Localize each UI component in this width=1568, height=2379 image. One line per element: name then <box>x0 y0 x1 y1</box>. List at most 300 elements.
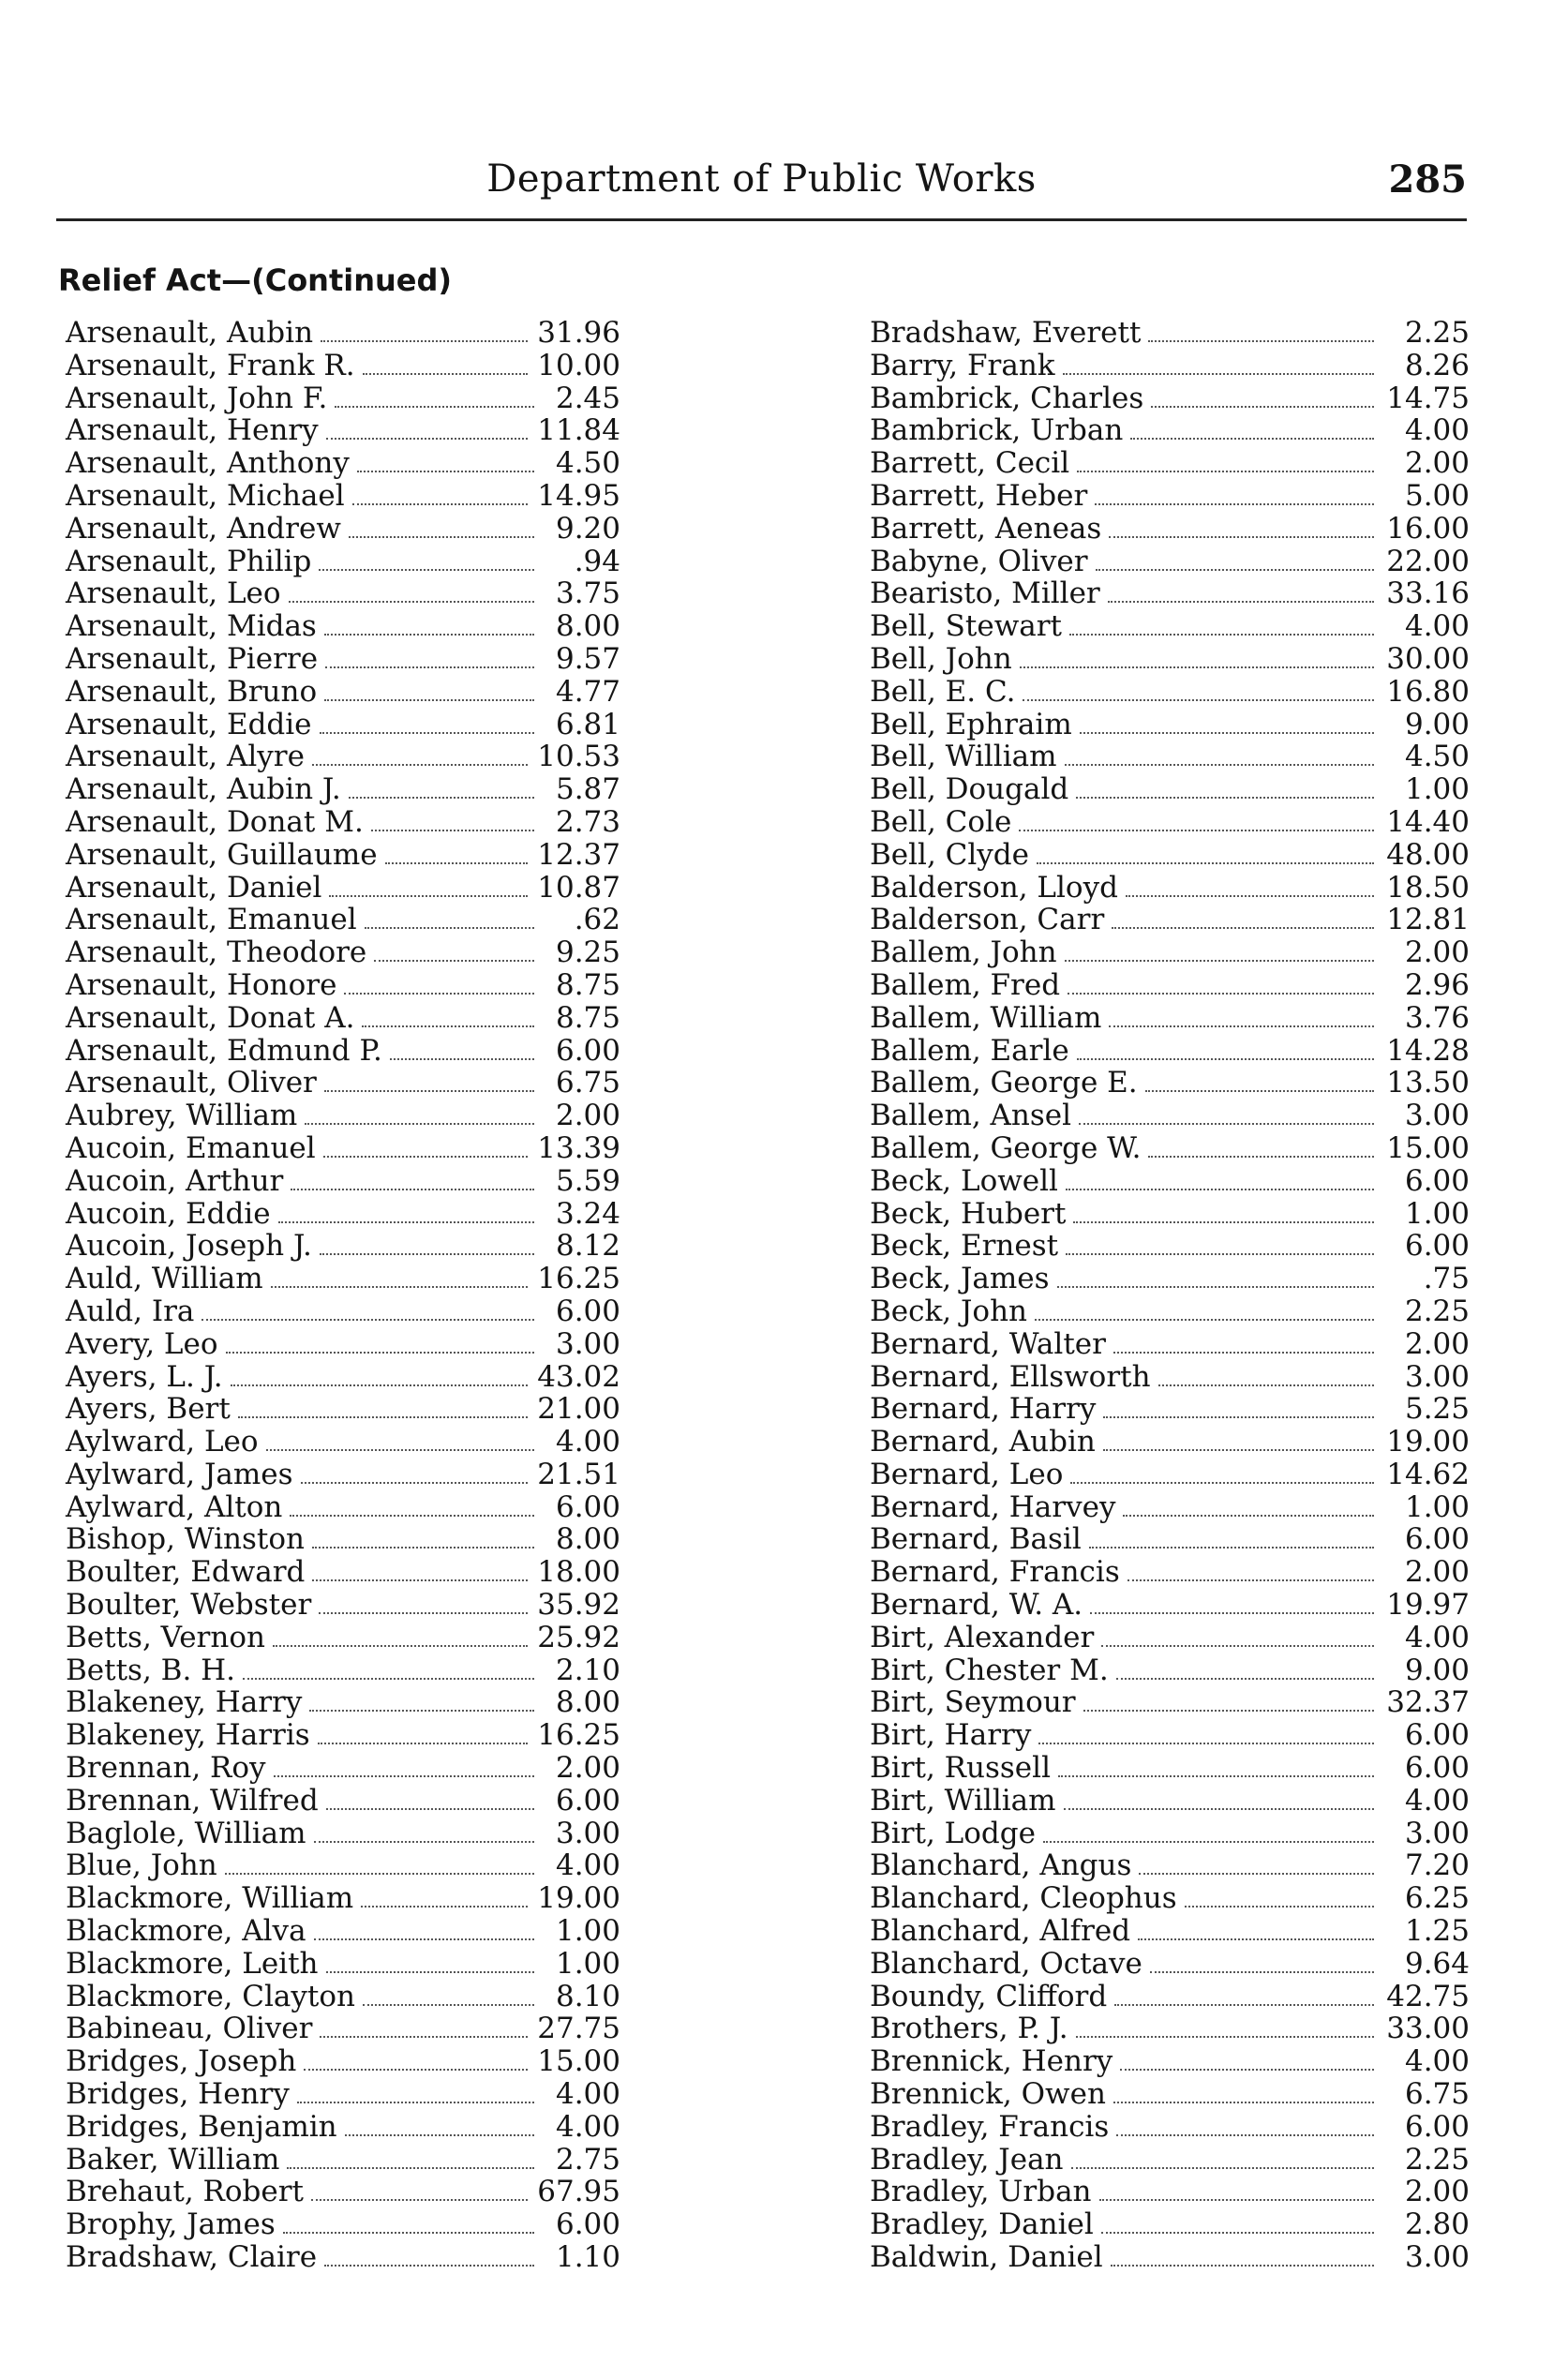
entry-name: Barrett, Aeneas <box>870 511 1102 546</box>
ledger-entry <box>66 480 620 513</box>
dot-leader <box>271 1286 529 1288</box>
entry-name: Arsenault, Aubin J. <box>66 772 341 807</box>
entry-amount: 8.00 <box>555 1685 620 1720</box>
dot-leader <box>287 2167 534 2169</box>
entry-name: Blue, John <box>66 1848 217 1883</box>
entry-amount: 6.00 <box>555 1783 620 1818</box>
ledger-entry <box>66 350 620 382</box>
ledger-entry <box>870 1556 1470 1589</box>
ledger-entry <box>66 1915 620 1948</box>
ledger-entry <box>66 382 620 415</box>
entry-name: Aylward, James <box>66 1457 293 1491</box>
entry-amount: 6.00 <box>1404 2109 1470 2144</box>
ledger-entry <box>870 1491 1470 1524</box>
ledger-entry <box>66 1100 620 1132</box>
ledger-entry <box>870 350 1470 382</box>
ledger-entry <box>870 1230 1470 1263</box>
ledger-entry <box>870 1622 1470 1654</box>
ledger-entry <box>66 1981 620 2013</box>
dot-leader <box>297 2102 534 2103</box>
entry-amount: 8.26 <box>1404 348 1470 382</box>
ledger-entry <box>66 1818 620 1850</box>
ledger-entry <box>870 1785 1470 1818</box>
ledger-entry <box>870 1915 1470 1948</box>
entry-amount: 4.00 <box>1404 1783 1470 1818</box>
dot-leader <box>363 2004 534 2006</box>
ledger-entry <box>870 676 1470 709</box>
entry-amount: 25.92 <box>537 1620 620 1654</box>
ledger-entry <box>66 904 620 936</box>
entry-amount: 16.80 <box>1386 674 1470 709</box>
ledger-entry <box>66 1785 620 1818</box>
entry-name: Beck, Hubert <box>870 1196 1067 1231</box>
entry-name: Arsenault, Bruno <box>66 674 318 709</box>
ledger-entry <box>66 1328 620 1361</box>
ledger-entry <box>66 806 620 839</box>
entry-amount: 3.00 <box>1404 1359 1470 1394</box>
entry-amount: 8.00 <box>555 609 620 644</box>
ledger-entry <box>870 1198 1470 1231</box>
entry-amount: 6.00 <box>1404 1751 1470 1786</box>
entry-amount: 8.75 <box>555 1000 620 1035</box>
entry-amount: 1.10 <box>555 2240 620 2275</box>
entry-name: Bernard, Harvey <box>870 1489 1116 1524</box>
entry-amount: 2.73 <box>555 804 620 839</box>
entry-name: Arsenault, Leo <box>66 576 281 611</box>
dot-leader <box>1120 2069 1374 2071</box>
ledger-entry <box>66 1230 620 1263</box>
entry-name: Aucoin, Emanuel <box>66 1130 316 1165</box>
ledger-entry <box>870 1523 1470 1556</box>
entry-amount: 16.25 <box>537 1718 620 1753</box>
ledger-entry <box>66 1165 620 1198</box>
ledger-entry <box>870 1719 1470 1752</box>
entry-name: Arsenault, Guillaume <box>66 837 378 872</box>
entry-amount: 6.25 <box>1404 1881 1470 1916</box>
ledger-entry <box>870 1165 1470 1198</box>
ledger-entry <box>870 414 1470 447</box>
entry-amount: 18.00 <box>537 1555 620 1590</box>
entry-name: Ballem, Ansel <box>870 1099 1072 1133</box>
entry-name: Birt, Seymour <box>870 1685 1076 1720</box>
dot-leader <box>357 471 534 472</box>
dot-leader <box>1035 1319 1374 1321</box>
dot-leader <box>329 895 528 897</box>
entry-amount: 4.00 <box>555 1425 620 1459</box>
dot-leader <box>1080 732 1374 734</box>
entry-name: Ayers, Bert <box>66 1392 231 1427</box>
dot-leader <box>345 2134 534 2136</box>
ledger-entry <box>870 643 1470 676</box>
entry-name: Bell, Dougald <box>870 772 1069 807</box>
ledger-entry <box>870 317 1470 350</box>
entry-name: Babineau, Oliver <box>66 2012 313 2046</box>
ledger-entry <box>66 2208 620 2241</box>
ledger-entry <box>870 1686 1470 1719</box>
entry-name: Arsenault, Edmund P. <box>66 1033 382 1068</box>
ledger-entry <box>66 773 620 806</box>
entry-name: Bridges, Benjamin <box>66 2109 337 2144</box>
entry-amount: 8.10 <box>555 1979 620 2013</box>
ledger-entry <box>870 1981 1470 2013</box>
dot-leader <box>363 373 529 375</box>
entry-name: Ballem, William <box>870 1000 1102 1035</box>
entry-amount: 6.00 <box>555 1294 620 1328</box>
entry-name: Bradshaw, Claire <box>66 2240 318 2275</box>
section-heading: Relief Act—(Continued) <box>58 262 453 298</box>
entry-amount: 14.62 <box>1386 1457 1470 1491</box>
dot-leader <box>361 1906 528 1908</box>
entry-name: Birt, Harry <box>870 1718 1032 1753</box>
ledger-entry <box>870 969 1470 1002</box>
entry-amount: 9.25 <box>555 935 620 970</box>
entry-name: Blackmore, Alva <box>66 1914 306 1949</box>
entry-amount: 12.81 <box>1386 903 1470 937</box>
dot-leader <box>321 340 528 342</box>
ledger-entry <box>66 1556 620 1589</box>
dot-leader <box>1076 797 1374 799</box>
entry-name: Brennick, Owen <box>870 2077 1106 2112</box>
dot-leader <box>1077 1058 1374 1060</box>
entry-name: Arsenault, Oliver <box>66 1066 317 1100</box>
entry-amount: 5.00 <box>1404 478 1470 513</box>
entry-name: Bernard, Aubin <box>870 1425 1096 1459</box>
entry-name: Bernard, Walter <box>870 1326 1106 1361</box>
dot-leader <box>349 797 534 799</box>
ledger-entry <box>66 1882 620 1915</box>
entry-amount: 6.00 <box>1404 1163 1470 1198</box>
entry-amount: 2.10 <box>555 1653 620 1687</box>
entry-name: Brothers, P. J. <box>870 2012 1068 2046</box>
entry-amount: 27.75 <box>537 2012 620 2046</box>
entry-name: Arsenault, Frank R. <box>66 348 355 382</box>
entry-amount: 4.00 <box>555 2109 620 2144</box>
dot-leader <box>289 601 534 603</box>
dot-leader <box>1099 2199 1374 2201</box>
dot-leader <box>1020 666 1374 668</box>
ledger-entry <box>66 1132 620 1165</box>
dot-leader <box>1127 1579 1374 1581</box>
ledger-entry <box>66 741 620 773</box>
dot-leader <box>226 1352 534 1354</box>
entry-name: Blanchard, Angus <box>870 1848 1132 1883</box>
entry-name: Bradley, Urban <box>870 2175 1092 2209</box>
ledger-entry <box>66 2111 620 2144</box>
entry-amount: 10.53 <box>537 740 620 774</box>
entry-name: Arsenault, Theodore <box>66 935 367 970</box>
dot-leader <box>1079 1123 1374 1125</box>
dot-leader <box>1151 406 1374 408</box>
ledger-entry <box>870 806 1470 839</box>
entry-amount: 35.92 <box>537 1588 620 1623</box>
ledger-entry <box>66 1295 620 1328</box>
page-header <box>56 157 1467 210</box>
entry-name: Bambrick, Charles <box>870 381 1144 415</box>
entry-amount: .62 <box>574 903 620 937</box>
dot-leader <box>283 2232 534 2234</box>
ledger-entry <box>66 2078 620 2111</box>
dot-leader <box>1070 1482 1374 1484</box>
entry-amount: 4.50 <box>1404 740 1470 774</box>
entry-amount: 9.00 <box>1404 707 1470 741</box>
ledger-entry <box>870 1393 1470 1426</box>
entry-name: Barry, Frank <box>870 348 1055 382</box>
ledger-entry <box>870 2176 1470 2208</box>
ledger-entry <box>870 1035 1470 1068</box>
entry-amount: 4.00 <box>1404 2044 1470 2079</box>
entry-name: Arsenault, Midas <box>66 609 317 644</box>
entry-name: Bell, Clyde <box>870 837 1030 872</box>
ledger-entry <box>870 480 1470 513</box>
entry-amount: 14.28 <box>1386 1033 1470 1068</box>
entry-amount: 4.00 <box>1404 413 1470 448</box>
ledger-entry <box>66 1622 620 1654</box>
entry-amount: 5.87 <box>555 772 620 807</box>
entry-name: Aucoin, Arthur <box>66 1163 284 1198</box>
ledger-entry <box>870 2241 1470 2274</box>
entry-amount: 2.96 <box>1404 967 1470 1002</box>
entry-amount: 9.20 <box>555 511 620 546</box>
dot-leader <box>312 1579 528 1581</box>
entry-amount: 1.25 <box>1404 1914 1470 1949</box>
entry-name: Bradley, Jean <box>870 2142 1064 2177</box>
entry-amount: 9.64 <box>1404 1946 1470 1981</box>
entry-name: Arsenault, Anthony <box>66 446 350 481</box>
entry-amount: 15.00 <box>537 2044 620 2079</box>
entry-name: Arsenault, John F. <box>66 381 328 415</box>
entry-amount: 3.00 <box>555 1326 620 1361</box>
ledger-entry <box>870 1328 1470 1361</box>
dot-leader <box>304 2069 528 2071</box>
dot-leader <box>314 1841 534 1843</box>
dot-leader <box>1185 1906 1374 1908</box>
entry-name: Beck, Lowell <box>870 1163 1058 1198</box>
entry-name: Arsenault, Alyre <box>66 740 305 774</box>
dot-leader <box>1148 1156 1374 1158</box>
ledger-entry <box>66 1361 620 1394</box>
ledger-entry <box>66 577 620 610</box>
entry-amount: 8.75 <box>555 967 620 1002</box>
ledger-entry <box>870 1361 1470 1394</box>
dot-leader <box>374 960 534 962</box>
entry-amount: 2.00 <box>555 1751 620 1786</box>
entry-amount: 8.00 <box>555 1522 620 1557</box>
dot-leader <box>1103 1416 1374 1418</box>
dot-leader <box>365 927 534 929</box>
entry-name: Birt, Russell <box>870 1751 1051 1786</box>
entry-name: Aucoin, Eddie <box>66 1196 271 1231</box>
dot-leader <box>1112 927 1374 929</box>
entry-amount: 5.59 <box>555 1163 620 1198</box>
entry-name: Bearisto, Miller <box>870 576 1100 611</box>
entry-amount: 33.00 <box>1386 2012 1470 2046</box>
dot-leader <box>231 1384 529 1386</box>
entry-name: Balderson, Carr <box>870 903 1105 937</box>
entry-amount: 11.84 <box>537 413 620 448</box>
dot-leader <box>385 862 529 864</box>
entry-name: Brehaut, Robert <box>66 2175 304 2209</box>
ledger-entry <box>870 1882 1470 1915</box>
entry-name: Aucoin, Joseph J. <box>66 1229 312 1264</box>
dot-leader <box>1068 993 1374 995</box>
dot-leader <box>243 1678 534 1680</box>
entry-amount: 6.00 <box>1404 1522 1470 1557</box>
entry-name: Bell, Cole <box>870 804 1012 839</box>
entry-amount: 6.00 <box>1404 1229 1470 1264</box>
dot-leader <box>1058 1775 1374 1777</box>
ledger-entry <box>66 643 620 676</box>
dot-leader <box>311 2199 528 2201</box>
ledger-entry <box>66 2176 620 2208</box>
dot-leader <box>324 699 534 701</box>
ledger-entry <box>870 2078 1470 2111</box>
entry-amount: 48.00 <box>1386 837 1470 872</box>
entry-name: Beck, James <box>870 1262 1050 1296</box>
dot-leader <box>312 764 528 766</box>
ledger-entry <box>870 904 1470 936</box>
dot-leader <box>225 1873 534 1875</box>
dot-leader <box>1077 471 1374 472</box>
ledger-entry <box>66 1719 620 1752</box>
entry-name: Blackmore, William <box>66 1881 354 1916</box>
ledger-entry <box>870 2045 1470 2078</box>
entry-amount: 3.00 <box>1404 2240 1470 2275</box>
ledger-entry <box>870 1589 1470 1622</box>
dot-leader <box>1113 1352 1374 1354</box>
dot-leader <box>1066 1189 1374 1190</box>
ledger-entry <box>66 1035 620 1068</box>
entry-amount: 2.80 <box>1404 2207 1470 2242</box>
entry-amount: 31.96 <box>537 316 620 350</box>
entry-name: Arsenault, Pierre <box>66 641 319 676</box>
dot-leader <box>1109 536 1374 538</box>
ledger-entry <box>870 1295 1470 1328</box>
entry-name: Ayers, L. J. <box>66 1359 223 1394</box>
dot-leader <box>1109 1025 1374 1027</box>
dot-leader <box>326 1971 534 1973</box>
entry-name: Birt, Chester M. <box>870 1653 1109 1687</box>
entry-name: Bernard, Ellsworth <box>870 1359 1151 1394</box>
dot-leader <box>1111 2265 1374 2267</box>
entry-name: Bradley, Francis <box>870 2109 1110 2144</box>
entry-name: Ballem, Fred <box>870 967 1061 1002</box>
entry-amount: 9.57 <box>555 641 620 676</box>
entry-amount: 18.50 <box>1386 870 1470 905</box>
dot-leader <box>1071 2167 1374 2169</box>
ledger-entry <box>66 1002 620 1035</box>
entry-amount: 30.00 <box>1386 641 1470 676</box>
dot-leader <box>273 1645 528 1647</box>
entry-name: Barrett, Heber <box>870 478 1088 513</box>
ledger-entry <box>870 2012 1470 2045</box>
entry-name: Ballem, George E. <box>870 1066 1138 1100</box>
ledger-entry <box>66 2012 620 2045</box>
entry-name: Bradshaw, Everett <box>870 316 1142 350</box>
entry-amount: 7.20 <box>1404 1848 1470 1883</box>
ledger-entry <box>66 317 620 350</box>
entry-name: Bernard, W. A. <box>870 1588 1083 1623</box>
entry-amount: 43.02 <box>537 1359 620 1394</box>
dot-leader <box>1138 1938 1374 1940</box>
entry-name: Blakeney, Harry <box>66 1685 303 1720</box>
ledger-entry <box>66 872 620 905</box>
entry-amount: 6.00 <box>555 1489 620 1524</box>
entry-amount: 2.75 <box>555 2142 620 2177</box>
ledger-entry <box>870 610 1470 643</box>
entry-amount: 21.00 <box>537 1392 620 1427</box>
entry-name: Betts, B. H. <box>66 1653 236 1687</box>
dot-leader <box>320 1253 534 1255</box>
ledger-entry <box>66 414 620 447</box>
entry-name: Boundy, Clifford <box>870 1979 1108 2013</box>
dot-leader <box>290 1515 534 1517</box>
dot-leader <box>1126 895 1374 897</box>
dot-leader <box>326 1808 534 1810</box>
entry-name: Bell, Stewart <box>870 609 1062 644</box>
dot-leader <box>1063 373 1374 375</box>
entry-amount: 13.39 <box>537 1130 620 1165</box>
dot-leader <box>1037 862 1374 864</box>
ledger-entry <box>66 546 620 578</box>
dot-leader <box>238 1416 528 1418</box>
ledger-entry <box>870 546 1470 578</box>
entry-amount: 4.00 <box>555 2077 620 2112</box>
entry-name: Birt, Alexander <box>870 1620 1095 1654</box>
dot-leader <box>390 1058 534 1060</box>
dot-leader <box>320 2036 528 2038</box>
ledger-entry <box>66 1589 620 1622</box>
entry-amount: 1.00 <box>1404 1196 1470 1231</box>
dot-leader <box>291 1189 534 1190</box>
dot-leader <box>318 1743 529 1744</box>
entry-name: Blackmore, Leith <box>66 1946 319 1981</box>
entry-name: Blakeney, Harris <box>66 1718 310 1753</box>
dot-leader <box>1023 699 1374 701</box>
entry-amount: 67.95 <box>537 2175 620 2209</box>
dot-leader <box>323 1156 529 1158</box>
entry-amount: 4.00 <box>555 1848 620 1883</box>
entry-name: Ballem, John <box>870 935 1057 970</box>
dot-leader <box>1148 340 1374 342</box>
entry-amount: 2.00 <box>1404 1555 1470 1590</box>
entry-name: Blanchard, Cleophus <box>870 1881 1177 1916</box>
entry-name: Barrett, Cecil <box>870 446 1070 481</box>
entry-name: Baglole, William <box>66 1816 306 1850</box>
entry-amount: 3.00 <box>1404 1099 1470 1133</box>
dot-leader <box>309 1710 534 1712</box>
ledger-entry <box>66 936 620 969</box>
ledger-entry <box>870 1654 1470 1687</box>
entry-name: Betts, Vernon <box>66 1620 265 1654</box>
entry-amount: 22.00 <box>1386 544 1470 578</box>
ledger-entry <box>66 676 620 709</box>
entry-name: Auld, William <box>66 1262 263 1296</box>
left-column <box>66 317 620 2285</box>
ledger-entry <box>66 1654 620 1687</box>
entry-amount: 6.00 <box>555 1033 620 1068</box>
ledger-entry <box>870 447 1470 480</box>
entry-amount: 2.00 <box>555 1099 620 1133</box>
entry-amount: 14.75 <box>1386 381 1470 415</box>
entry-amount: 4.77 <box>555 674 620 709</box>
dot-leader <box>202 1319 534 1321</box>
dot-leader <box>344 993 534 995</box>
ledger-entry <box>870 1067 1470 1100</box>
entry-amount: 2.00 <box>1404 2175 1470 2209</box>
dot-leader <box>1064 1808 1374 1810</box>
entry-amount: 10.00 <box>537 348 620 382</box>
entry-amount: 1.00 <box>555 1914 620 1949</box>
